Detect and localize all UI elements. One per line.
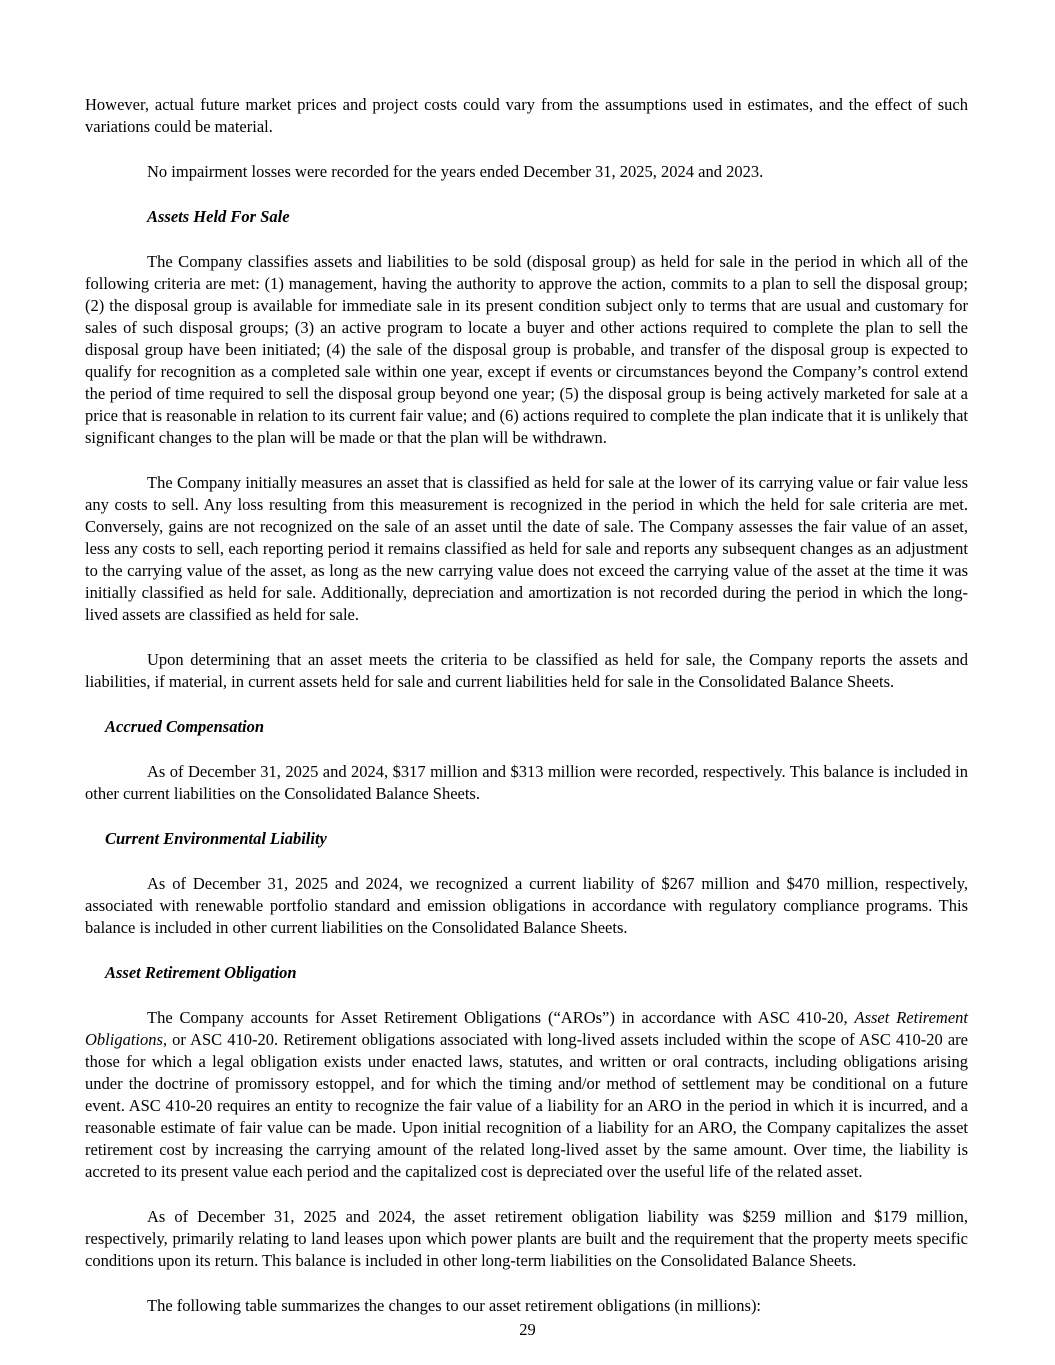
page-number: 29 xyxy=(519,1320,536,1339)
accrued-compensation-paragraph: As of December 31, 2025 and 2024, $317 million and $313 million were recorded, respectively. This balance is included in other current liabilities on the Consolidated Balance Sheets. xyxy=(85,762,968,803)
aro-paragraph-text-post: , or ASC 410-20. Retirement obligations associated with long-lived assets included within the scope of ASC 410-20 are those for which a legal obligation exists under enacted laws, statutes, and written or oral contracts, including obligations arising under the doctrine of promissory estoppel, and for which the timing and/or method of settlement may be conditional on a future event. ASC 410-20 requires an entity to recognize the fair value of a liability for an ARO in the period in which it is incurred, and a reasonable estimate of fair value can be made. Upon initial recognition of a liability for an ARO, the Company capitalizes the asset retirement cost by increasing the carrying amount of the related long-lived asset by the same amount. Over time, the liability is accreted to its present value each period and the capitalized cost is depreciated over the useful life of the related asset. xyxy=(85,1030,968,1181)
section-heading-asset-retirement-obligation: Asset Retirement Obligation xyxy=(105,963,297,982)
aro-liability-balance-paragraph: As of December 31, 2025 and 2024, the asset retirement obligation liability was $259 million and $179 million, respectively, primarily relating to land leases upon which power plants are built and the requirement that the property meets specific conditions upon its return. This balance is included in other long-term liabilities on the Consolidated Balance Sheets. xyxy=(85,1207,968,1270)
table-intro-paragraph: The following table summarizes the changes to our asset retirement obligations (in millions): xyxy=(147,1296,762,1315)
aro-paragraph-text-pre: The Company accounts for Asset Retirement Obligations (“AROs”) in accordance with ASC 410-20, xyxy=(147,1008,855,1027)
held-for-sale-measurement-paragraph: The Company initially measures an asset that is classified as held for sale at the lower of its carrying value or fair value less any costs to sell. Any loss resulting from this measurement is recognized in the period in which the held for sale criteria are met. Conversely, gains are not recognized on the sale of an asset until the date of sale. The Company assesses the fair value of an asset, less any costs to sell, each reporting period it remains classified as held for sale and reports any subsequent changes as an adjustment to the carrying value of the asset, as long as the new carrying value does not exceed the carrying value of the asset at the time it was initially classified as held for sale. Additionally, depreciation and amortization is not recorded during the period in which the long-lived assets are classified as held for sale. xyxy=(85,473,968,624)
impairment-note-paragraph: No impairment losses were recorded for the years ended December 31, 2025, 2024 and 2023. xyxy=(147,162,764,181)
continuation-paragraph: However, actual future market prices and project costs could vary from the assumptions used in estimates, and the effect of such variations could be material. xyxy=(85,95,968,136)
environmental-liability-paragraph: As of December 31, 2025 and 2024, we recognized a current liability of $267 million and $470 million, respectively, associated with renewable portfolio standard and emission obligations in accordance with regulatory compliance programs. This balance is included in other current liabilities on the Consolidated Balance Sheets. xyxy=(85,874,968,937)
held-for-sale-reporting-paragraph: Upon determining that an asset meets the criteria to be classified as held for sale, the Company reports the assets and liabilities, if material, in current assets held for sale and current liabilities held for sale in the Consolidated Balance Sheets. xyxy=(85,650,968,691)
aro-accounting-paragraph xyxy=(85,1007,968,1183)
held-for-sale-criteria-paragraph: The Company classifies assets and liabilities to be sold (disposal group) as held for sale in the period in which all of the following criteria are met: (1) management, having the authority to approve the action, commits to a plan to sell the disposal group; (2) the disposal group is available for immediate sale in its present condition subject only to terms that are usual and customary for sales of such disposal groups; (3) an active program to locate a buyer and other actions required to complete the plan to sell the disposal group have been initiated; (4) the sale of the disposal group is probable, and transfer of the disposal group is expected to qualify for recognition as a completed sale within one year, except if events or circumstances beyond the Company’s control extend the period of time required to sell the disposal group beyond one year; (5) the disposal group is being actively marketed for sale at a price that is reasonable in relation to its current fair value; and (6) actions required to complete the plan indicate that it is unlikely that significant changes to the plan will be made or that the plan will be withdrawn. xyxy=(85,252,968,447)
section-heading-accrued-compensation: Accrued Compensation xyxy=(105,717,265,736)
section-heading-assets-held-for-sale: Assets Held For Sale xyxy=(147,207,290,226)
asc-410-20-title-italic: Asset Retirement Obligations xyxy=(85,1008,968,1049)
section-heading-current-environmental-liability: Current Environmental Liability xyxy=(105,829,327,848)
